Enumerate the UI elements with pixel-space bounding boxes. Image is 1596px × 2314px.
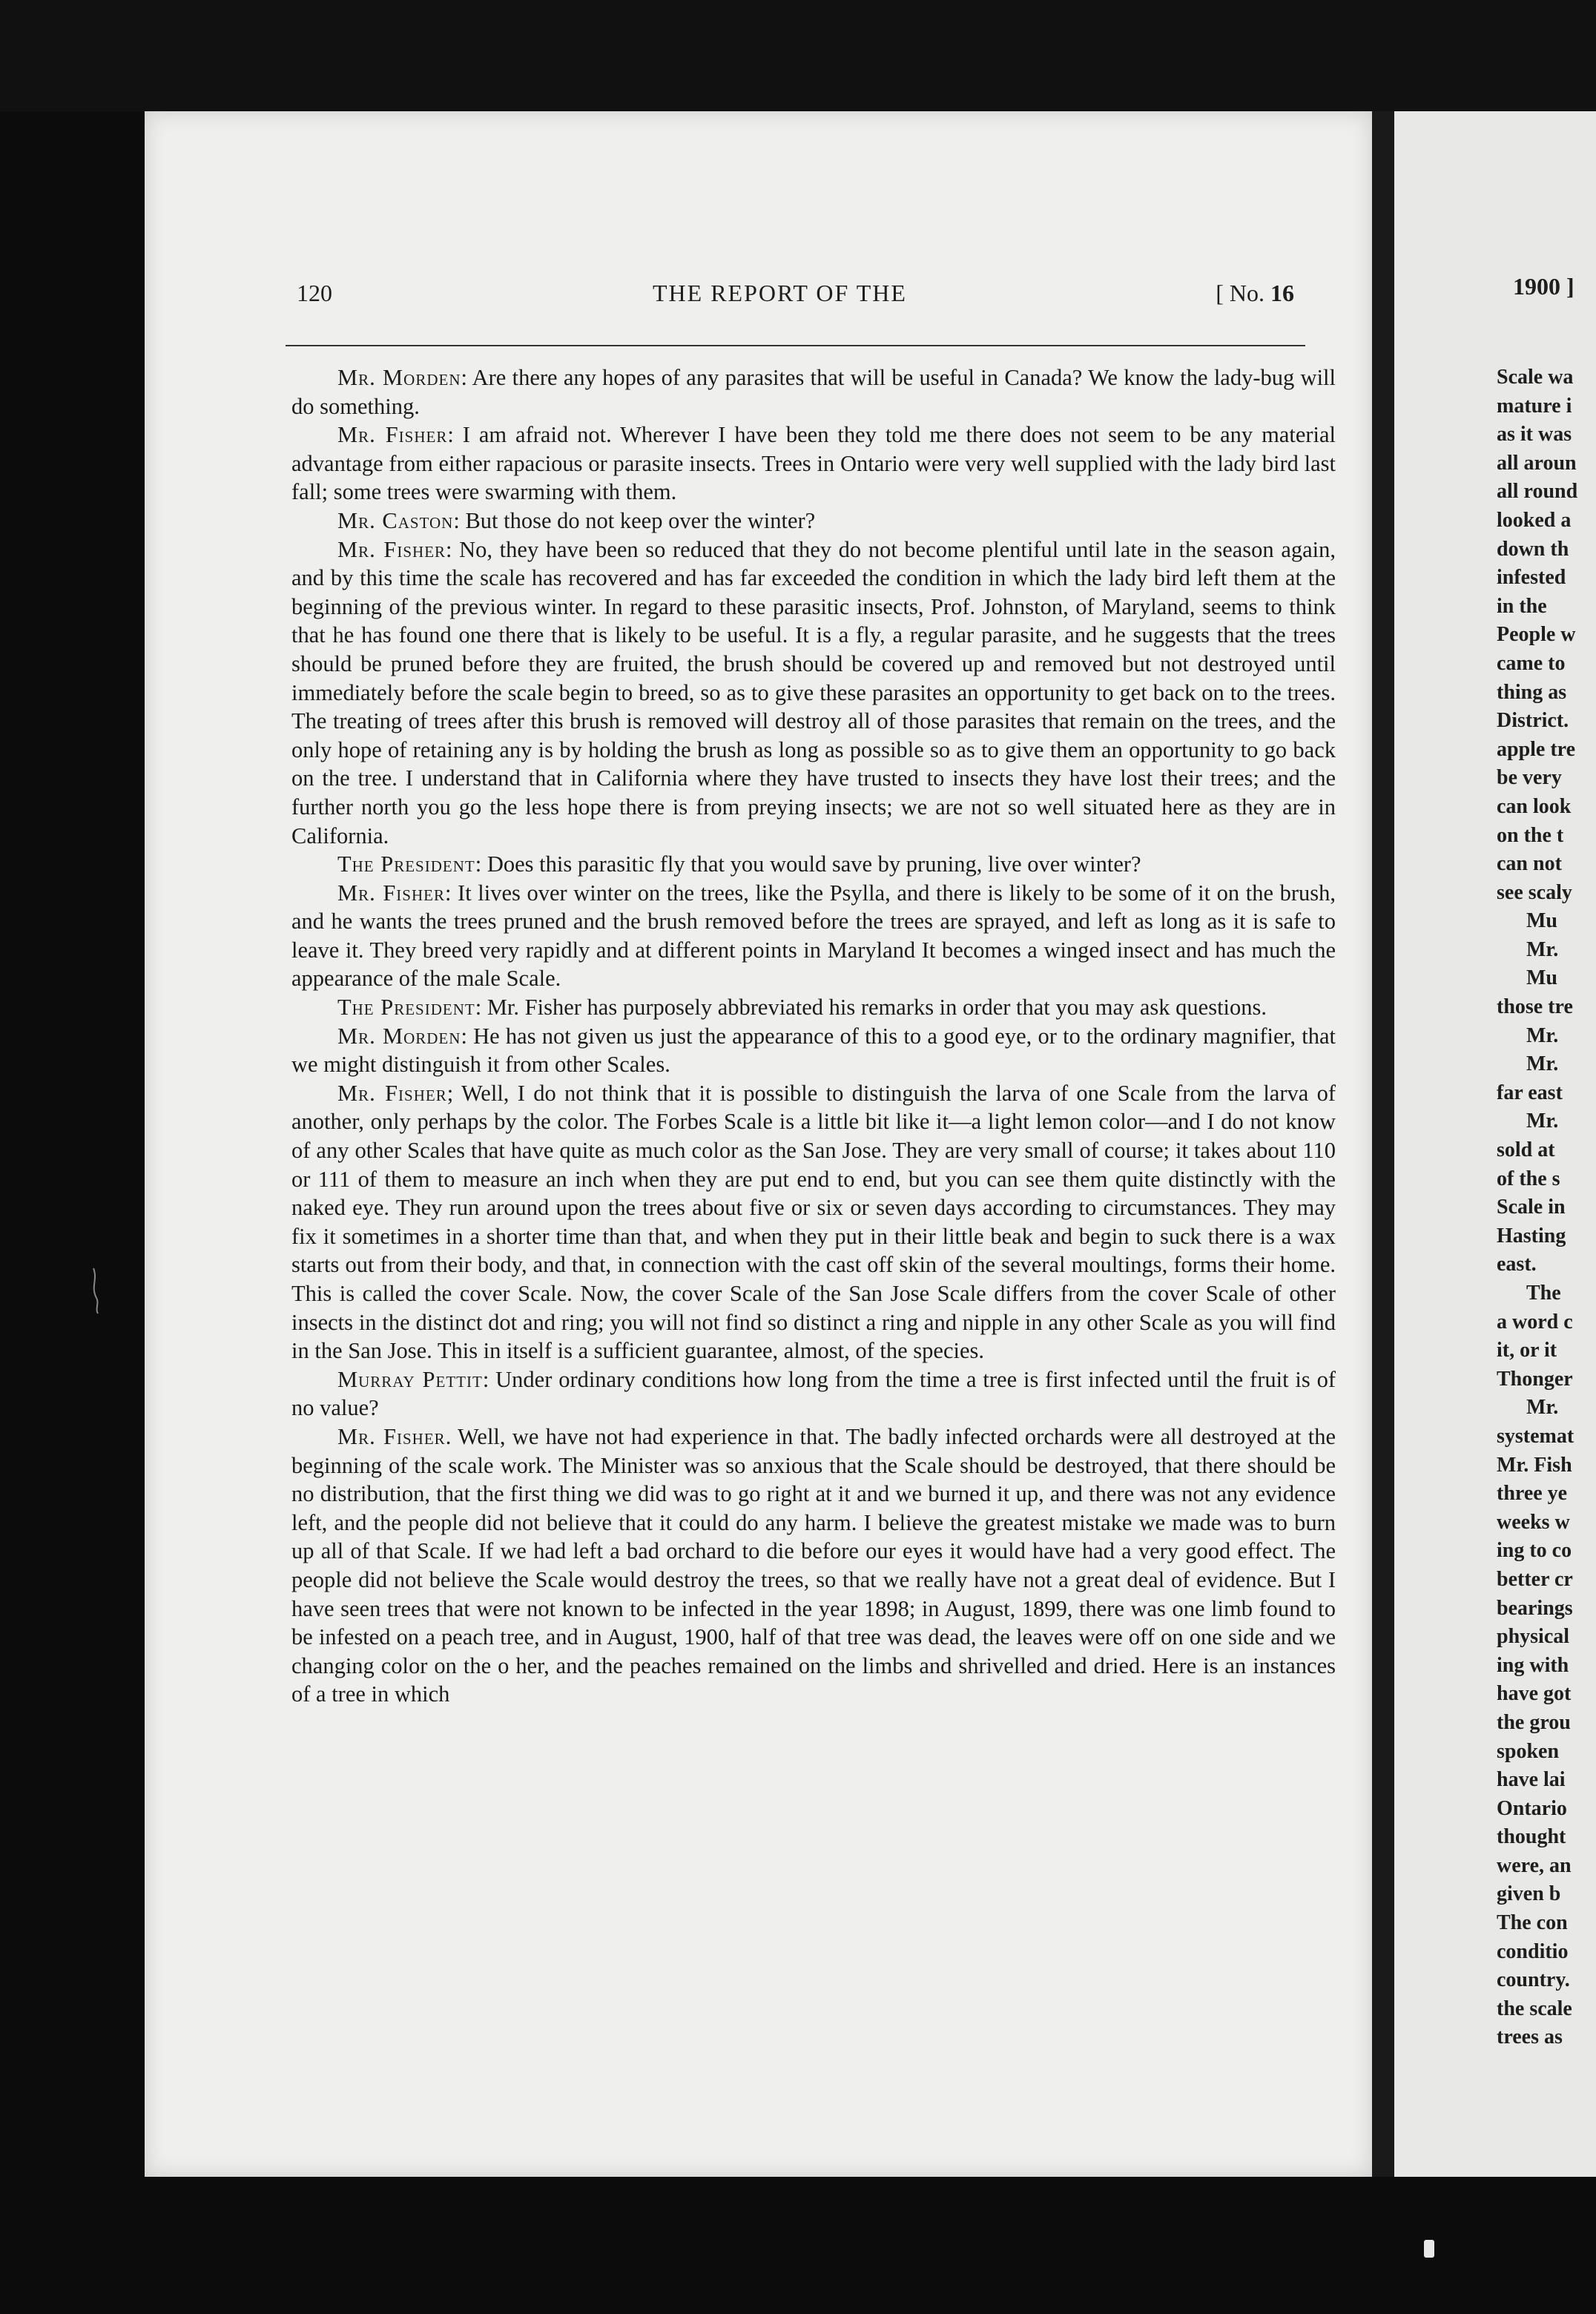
speech-text: : No, they have been so reduced that they do not become plentiful until late in the season again, and by this time the scale has recovered and has far exceeded the condition in which the lady bird left them at the beginning of the previous winter. In regard to these parasitic insects, Prof. Johnston, of Maryland, seems to think that he has found one there that is likely to be useful. It is a fly, a regular parasite, and he suggests that the trees should be pruned before they are fruited, the brush should be covered up and removed but not destroyed until immediately before the scale begin to breed, so as to give these parasites an opportunity to get back on to the trees. The treating of trees after this brush is removed will destroy all of those parasites that remain on the trees, and the only hope of retaining any is by holding the brush as long as possible so as to give them an opportunity to go back on the tree. I understand that in California where they have trusted to insects they have lost their trees; and the further north you go the less hope there is from preying insects; we are not so well situated here as they are in California. [291, 536, 1336, 848]
paragraph [291, 1079, 1336, 1365]
right-page-line: ing to co [1497, 1539, 1572, 1563]
right-page-line: ing with [1497, 1653, 1569, 1677]
right-page-line: Scale in [1497, 1196, 1566, 1219]
paragraph [291, 993, 1336, 1022]
right-page-line: were, an [1497, 1853, 1572, 1877]
speaker-name: The President [337, 995, 475, 1021]
speaker-name: Mr. Fisher [337, 880, 445, 906]
book-gutter [1372, 111, 1394, 2177]
running-title: THE REPORT OF THE [653, 280, 907, 306]
right-page-line: sold at [1497, 1138, 1555, 1162]
paragraph [291, 879, 1336, 993]
right-page-line: have lai [1497, 1768, 1566, 1792]
right-page-line: Mr. [1526, 1024, 1559, 1047]
speech-text: . Well, we have not had experience in that. The badly infected orchards were all destroyed at the beginning of the scale work. The Minister was so anxious that the Scale should be destroyed, that there should be no distribution, that the first thing we did was to go right at it and we burned it up, and there was not any evidence left, and the people did not believe that it could do any harm. I believe the greatest mistake we made was to burn up all of that Scale. If we had left a bad orchard to die before our eyes it would have had a very good effect. The people did not believe the Scale would destroy the trees, so that we really have not a great deal of evidence. But I have seen trees that were not known to be infected in the year 1898; in August, 1899, there was one limb found to be infested on a peach tree, and in August, 1900, half of that tree was dead, the leaves were off on one side and we changing color on the o her, and the peaches remained on the limbs and shrivelled and dried. Here is an instances of a tree in which [291, 1423, 1336, 1707]
right-page-line: Thonger [1497, 1367, 1573, 1391]
right-page-line: thought [1497, 1825, 1566, 1849]
right-page-line: as it was [1497, 423, 1572, 446]
speech-text: : Are there any hopes of any parasites that will be useful in Canada? We know the lady-bug will do something. [291, 365, 1336, 419]
right-page-line: District. [1497, 709, 1569, 733]
right-page-line: infested [1497, 566, 1566, 590]
right-page-line: mature i [1497, 394, 1572, 418]
right-page-text [1497, 363, 1596, 2052]
right-page-line: east. [1497, 1253, 1537, 1276]
right-page-line: Mr. [1526, 1052, 1559, 1076]
running-header [297, 280, 1294, 324]
right-page-line: People w [1497, 623, 1576, 647]
right-page-line: The con [1497, 1911, 1568, 1935]
right-page-line: Mr. [1526, 937, 1559, 961]
issue-number [1216, 280, 1294, 307]
right-page-header: 1900 ] [1513, 273, 1574, 300]
right-page-line: can look [1497, 794, 1572, 818]
right-page-line: can not [1497, 852, 1562, 876]
right-page-line: see scaly [1497, 880, 1572, 904]
right-page-line: it, or it [1497, 1339, 1557, 1362]
page-number: 120 [297, 280, 332, 306]
speech-text: : But those do not keep over the winter? [453, 507, 816, 533]
right-page-line: better cr [1497, 1567, 1573, 1591]
right-page-line: came to [1497, 651, 1566, 675]
paragraph [291, 507, 1336, 535]
speaker-name: Murray Pettit [337, 1366, 483, 1392]
speaker-name: Mr. Fisher [337, 1423, 446, 1449]
right-page-line: bearings [1497, 1596, 1573, 1620]
right-page-line: physical [1497, 1625, 1570, 1649]
right-page-line: down th [1497, 537, 1569, 561]
right-page-line: the scale [1497, 1997, 1572, 2020]
speech-text: : Under ordinary conditions how long from the time a tree is first infected until the fruit is of no value? [291, 1366, 1336, 1421]
paragraph [291, 535, 1336, 851]
body-text [291, 363, 1336, 1709]
issue-prefix: [ No. [1216, 280, 1264, 306]
right-page-line: Mr. Fish [1497, 1453, 1572, 1477]
right-page-line: be very [1497, 766, 1562, 790]
right-page-line: The [1526, 1282, 1561, 1305]
speaker-name: Mr. Fisher [337, 422, 448, 448]
right-page-line: Mu [1526, 966, 1557, 990]
right-page-line: all aroun [1497, 451, 1577, 475]
right-page-line: weeks w [1497, 1510, 1570, 1534]
speech-text: : Mr. Fisher has purposely abbreviated his remarks in order that you may ask questions. [475, 995, 1267, 1021]
paragraph [291, 1423, 1336, 1709]
paragraph [291, 850, 1336, 879]
paragraph [291, 1022, 1336, 1079]
speaker-name: Mr. Morden [337, 365, 461, 390]
speech-text: : He has not given us just the appearance of this to a good eye, or to the ordinary magnifier, that we might distinguish it from other Scales. [291, 1023, 1336, 1078]
right-page-line: country. [1497, 1968, 1570, 1992]
speech-text: ; Well, I do not think that it is possible to distinguish the larva of one Scale from the larva of another, only perhaps by the color. The Forbes Scale is a little bit like it—a light lemon color—and I do not know of any other Scales that have quite as much color as the San Jose. They are very small of course; it takes about 110 or 111 of them to measure an inch when they are put end to end, but you can see them quite distinctly with the naked eye. They run around upon the trees about five or six or seven days according to circumstances. They may fix it sometimes in a shorter time than that, and when they put in their little beak and begin to suck there is a wax starts out from their body, and that, in connection with the cast off skin of the several moultings, forms their home. This is called the cover Scale. Now, the cover Scale of the San Jose Scale differs from the cover Scale of other insects in the distinct dot and ring; you will not find so distinct a ring and nipple in any other Scale as you will find in the San Jose. This in itself is a sufficient guarantee, almost, of the species. [291, 1080, 1336, 1364]
speaker-name: Mr. Morden [337, 1023, 461, 1049]
right-page-line: given b [1497, 1882, 1561, 1906]
right-page-line: on the t [1497, 823, 1564, 847]
right-page-line: Ontario [1497, 1796, 1567, 1820]
right-page-line: looked a [1497, 508, 1572, 532]
speech-text: : It lives over winter on the trees, like the Psylla, and there is likely to be some of it on the brush, and he wants the trees pruned and the brush removed before the trees are sprayed, and left as long as it is safe to leave it. They breed very rapidly and at different points in Maryland It becomes a winged insect and has much the appearance of the male Scale. [291, 880, 1336, 992]
right-page-line: all round [1497, 480, 1578, 504]
speech-text: : Does this parasitic fly that you would save by pruning, live over winter? [475, 851, 1141, 877]
paragraph [291, 421, 1336, 507]
paragraph [291, 1365, 1336, 1423]
speaker-name: Mr. Fisher [337, 1080, 447, 1106]
right-page-line: Mr. [1526, 1396, 1559, 1420]
right-page-line: Hasting [1497, 1224, 1566, 1247]
right-page-line: thing as [1497, 680, 1567, 704]
margin-pencil-mark [88, 1265, 110, 1316]
right-page-line: three ye [1497, 1482, 1568, 1506]
speech-text: : I am afraid not. Wherever I have been they told me there does not seem to be any material advantage from either rapacious or parasite insects. Trees in Ontario were very well supplied with the lady bird last fall; some trees were swarming with them. [291, 422, 1336, 505]
right-page-line: the grou [1497, 1710, 1571, 1734]
right-page-line: spoken [1497, 1739, 1560, 1763]
speaker-name: Mr. Caston [337, 507, 454, 533]
right-page-line: Mu [1526, 909, 1557, 933]
right-page-line: apple tre [1497, 737, 1576, 761]
scan-background [0, 0, 1596, 111]
right-page-line: Mr. [1526, 1110, 1559, 1133]
paragraph [291, 363, 1336, 421]
right-page-line: in the [1497, 594, 1547, 618]
right-page-line: a word c [1497, 1310, 1573, 1334]
right-page-line: of the s [1497, 1167, 1560, 1190]
right-page-line: Scale wa [1497, 366, 1574, 389]
right-page-line: those tre [1497, 995, 1573, 1019]
issue-number-value: 16 [1270, 280, 1294, 306]
header-rule [286, 345, 1305, 346]
speaker-name: The President [337, 851, 475, 877]
right-page-line: trees as [1497, 2025, 1563, 2049]
right-page-line: have got [1497, 1682, 1572, 1706]
speaker-name: Mr. Fisher [337, 536, 446, 562]
scan-artifact [1424, 2240, 1434, 2258]
right-page-line: systemat [1497, 1424, 1574, 1448]
right-page-line: far east [1497, 1081, 1563, 1104]
right-page-line: conditio [1497, 1939, 1569, 1963]
